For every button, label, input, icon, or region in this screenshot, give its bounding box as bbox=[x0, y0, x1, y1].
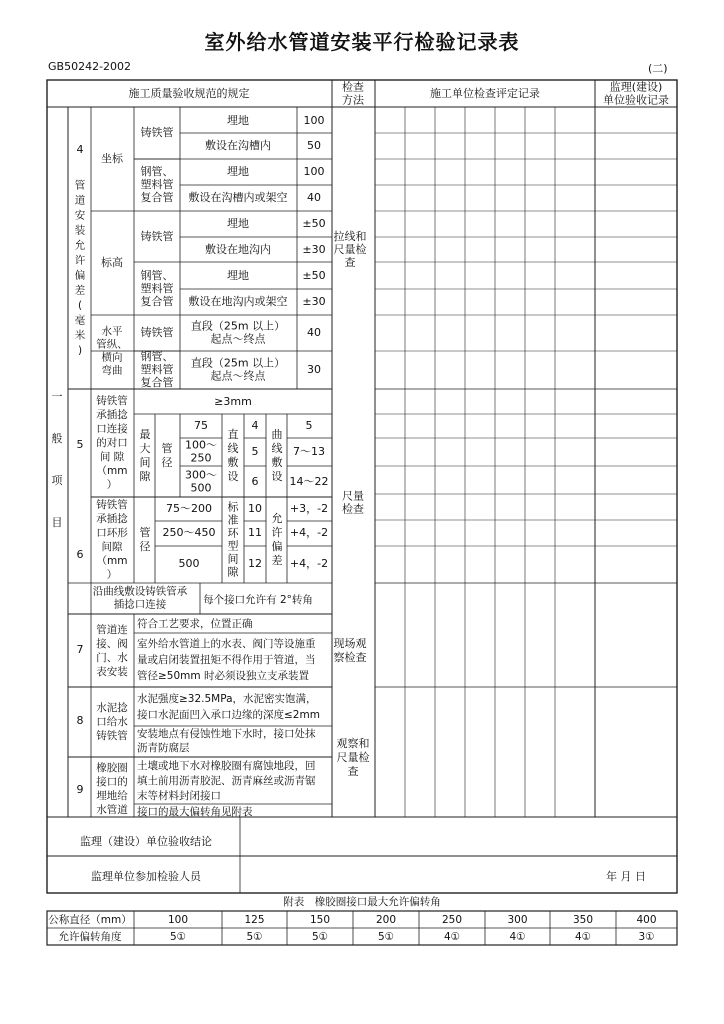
item5-diameter: 500 bbox=[190, 481, 212, 495]
appendix-angle: 3① bbox=[638, 931, 655, 943]
item5-curve: 敷 bbox=[271, 456, 283, 469]
item4-segment-2: 起点～终点 bbox=[210, 369, 266, 383]
item5-max-gap: 隙 bbox=[139, 470, 151, 483]
item6-std-value: 11 bbox=[248, 526, 262, 539]
item8-method: 观察和 bbox=[336, 737, 370, 750]
item4-cast-iron-2: 铸铁管 bbox=[140, 230, 174, 243]
header-spec: 施工质量验收规范的规定 bbox=[128, 87, 250, 100]
item8-label: 水泥捻 bbox=[96, 702, 128, 714]
item7-method: 察检查 bbox=[333, 651, 367, 664]
item4-method: 拉线和 bbox=[333, 230, 367, 243]
item4-label: 差 bbox=[74, 284, 86, 297]
item6-std-gap: 标 bbox=[227, 500, 239, 514]
date-label: 年 月 日 bbox=[606, 870, 646, 883]
item6-number: 6 bbox=[76, 548, 84, 561]
inspectors-label: 监理单位参加检验人员 bbox=[91, 870, 201, 883]
appendix-title: 附表 橡胶圈接口最大允许偏转角 bbox=[283, 896, 441, 908]
item4-value: 30 bbox=[307, 363, 321, 376]
item4-number: 4 bbox=[76, 143, 84, 156]
item5-straight: 直 bbox=[227, 428, 239, 441]
item7-rule2: 量或启闭装置扭矩不得作用于管道，当 bbox=[137, 654, 316, 666]
item6-curve-text: 插捻口连接 bbox=[113, 598, 167, 611]
appendix-angle: 5① bbox=[246, 931, 263, 943]
item9-number: 9 bbox=[76, 783, 84, 796]
item4-bend-label: 管纵、 bbox=[96, 338, 128, 351]
item5-number: 5 bbox=[76, 438, 84, 451]
item6-std-gap: 型 bbox=[227, 539, 239, 553]
item4-buried: 埋地 bbox=[227, 114, 249, 127]
item7-rule1: 符合工艺要求，位置正确 bbox=[137, 618, 253, 630]
item9-label: 接口的 bbox=[96, 776, 128, 788]
appendix-diameter: 350 bbox=[572, 914, 594, 926]
item6-allow: 允 bbox=[271, 512, 283, 525]
item4-composite-3: 复合管 bbox=[140, 376, 174, 389]
item4-value: 100 bbox=[303, 114, 325, 127]
standard-code: GB50242-2002 bbox=[48, 60, 132, 73]
item5-method: 尺量 bbox=[342, 489, 364, 503]
item4-label: ( bbox=[77, 299, 83, 312]
page-title: 室外给水管道安装平行检验记录表 bbox=[204, 30, 520, 54]
item5-label: （mm bbox=[96, 465, 128, 477]
appendix-angle: 4① bbox=[574, 931, 592, 943]
item5-label: 的对口 bbox=[96, 437, 128, 449]
item6-diameter-label: 径 bbox=[139, 540, 151, 553]
appendix-angle: 4① bbox=[509, 931, 526, 943]
header-supervisor: 监理(建设) bbox=[609, 80, 663, 94]
item4-trench: 敷设在沟槽内 bbox=[205, 139, 271, 152]
item4-label: 许 bbox=[74, 254, 86, 267]
item5-diameter: 300～ bbox=[185, 468, 217, 482]
item6-diameter: 500 bbox=[178, 557, 200, 570]
item4-composite: 塑料管 bbox=[140, 178, 174, 191]
item7-label: 管道连 bbox=[96, 624, 128, 636]
item5-diameter: 100～ bbox=[185, 438, 217, 452]
item4-composite-3: 塑料管 bbox=[140, 363, 174, 376]
item4-cast-iron: 铸铁管 bbox=[140, 126, 174, 139]
item5-max-gap: 间 bbox=[139, 456, 151, 469]
appendix-angle: 4① bbox=[443, 931, 461, 943]
item6-allow: 许 bbox=[271, 526, 283, 539]
item9-rule1: 填土前用沥青胶泥、沥青麻丝或沥青锯 bbox=[137, 775, 316, 787]
item4-value: 100 bbox=[303, 165, 325, 178]
appendix-angle: 5① bbox=[311, 931, 329, 943]
item5-min-gap: ≥3mm bbox=[214, 395, 252, 408]
item6-std-value: 12 bbox=[248, 557, 262, 570]
item4-method: 查 bbox=[344, 256, 356, 269]
item4-composite-2: 塑料管 bbox=[140, 282, 174, 295]
item5-straight: 线 bbox=[227, 442, 239, 455]
item8-rule2: 安装地点有侵蚀性地下水时，接口处抹 bbox=[137, 728, 316, 740]
appendix-diameter: 200 bbox=[375, 914, 397, 926]
item4-composite-2: 复合管 bbox=[140, 295, 174, 308]
item4-composite-3: 钢管、 bbox=[140, 350, 174, 363]
item5-diameter-label: 管 bbox=[161, 442, 173, 455]
item5-diameter: 250 bbox=[190, 451, 212, 465]
item4-elev: 标高 bbox=[101, 256, 123, 269]
item4-buried-2: 埋地 bbox=[227, 165, 249, 178]
item6-allow: 偏 bbox=[271, 540, 283, 553]
item6-allow-value: +3，-2 bbox=[289, 502, 329, 515]
appendix-diameter: 250 bbox=[441, 914, 463, 926]
item5-label: ） bbox=[106, 479, 118, 491]
item5-curve-value: 5 bbox=[305, 419, 313, 432]
item4-segment-2: 直段（25m 以上） bbox=[190, 356, 286, 370]
appendix-angle: 5① bbox=[169, 931, 187, 943]
item4-buried-3: 埋地 bbox=[227, 217, 249, 230]
header-method: 方法 bbox=[342, 93, 364, 107]
item9-rule1: 土壤或地下水对橡胶圈有腐蚀地段，回 bbox=[137, 760, 316, 772]
item6-std-gap: 环 bbox=[227, 526, 239, 540]
appendix-angle: 5① bbox=[377, 931, 395, 943]
item4-value: 50 bbox=[307, 139, 321, 152]
item8-rule2: 沥青防腐层 bbox=[137, 742, 190, 754]
item8-number: 8 bbox=[76, 714, 84, 727]
item5-straight-value: 5 bbox=[251, 445, 259, 458]
item4-bend-label: 水平 bbox=[101, 325, 123, 338]
item5-curve-value: 7～13 bbox=[293, 445, 325, 458]
item6-allow: 差 bbox=[271, 554, 283, 567]
item5-diameter-label: 径 bbox=[161, 456, 173, 469]
item4-cast-iron-3: 铸铁管 bbox=[140, 326, 174, 339]
item4-value: ±30 bbox=[302, 243, 326, 256]
item6-label: 铸铁管 bbox=[96, 499, 128, 511]
item4-value: ±50 bbox=[302, 217, 326, 230]
item7-label: 接、阀 bbox=[96, 638, 128, 650]
item4-bend-label: 横向 bbox=[101, 351, 123, 364]
item7-label: 表安装 bbox=[96, 666, 128, 678]
appendix-diameter: 100 bbox=[167, 914, 189, 926]
item4-bend-label: 弯曲 bbox=[101, 364, 123, 377]
item6-allow-value: +4，-2 bbox=[289, 526, 329, 539]
item4-segment: 起点～终点 bbox=[210, 332, 266, 346]
item4-label: 毫 bbox=[74, 314, 86, 327]
item4-composite: 复合管 bbox=[140, 191, 174, 204]
item9-label: 水管道 bbox=[96, 804, 128, 816]
appendix-row1-label: 公称直径（mm） bbox=[48, 914, 132, 926]
item5-straight-value: 4 bbox=[251, 419, 259, 432]
item4-composite-2: 钢管、 bbox=[140, 269, 174, 282]
item5-curve: 曲 bbox=[271, 428, 283, 441]
part-number: (二) bbox=[648, 62, 668, 75]
item4-label: 米 bbox=[74, 329, 86, 342]
item7-method: 现场观 bbox=[333, 637, 367, 650]
item8-label: 口给水 bbox=[96, 716, 128, 728]
item6-std-gap: 准 bbox=[227, 513, 239, 527]
item5-curve: 设 bbox=[271, 470, 283, 483]
item5-method: 检查 bbox=[342, 502, 364, 516]
item4-segment: 直段（25m 以上） bbox=[190, 319, 286, 333]
item4-value: 40 bbox=[307, 191, 321, 204]
category-general-label: 目 bbox=[51, 516, 63, 529]
item4-composite: 钢管、 bbox=[140, 165, 174, 178]
item4-label: 管 bbox=[74, 179, 86, 192]
appendix-diameter: 150 bbox=[309, 914, 331, 926]
item4-label: 安 bbox=[74, 209, 86, 222]
item5-label: 承插捻 bbox=[96, 409, 128, 421]
item4-label: 装 bbox=[74, 224, 86, 237]
item4-buried-4: 埋地 bbox=[227, 269, 249, 282]
item8-rule1: 接口水泥面凹入承口边缘的深度≤2mm bbox=[137, 709, 320, 721]
category-general-label: 项 bbox=[51, 474, 63, 487]
item4-method: 尺量检 bbox=[333, 243, 367, 256]
item4-underground-air: 敷设在地沟内或架空 bbox=[188, 295, 288, 308]
item6-diameter: 250～450 bbox=[162, 526, 216, 539]
item5-diameter: 75 bbox=[194, 419, 208, 432]
appendix-diameter: 300 bbox=[507, 914, 528, 926]
item9-rule2: 接口的最大偏转角见附表 bbox=[137, 806, 253, 818]
item9-rule1: 末等材料封闭接口 bbox=[137, 790, 221, 802]
category-general-label: 般 bbox=[51, 432, 63, 445]
item4-label: 允 bbox=[74, 239, 86, 252]
item7-rule2: 室外给水管道上的水表、阀门等设施重 bbox=[137, 638, 316, 650]
item5-curve-value: 14～22 bbox=[289, 475, 329, 488]
item4-label: 道 bbox=[74, 194, 86, 207]
item8-label: 铸铁管 bbox=[96, 730, 128, 742]
header-record: 施工单位检查评定记录 bbox=[430, 87, 540, 100]
item6-label: （mm bbox=[96, 555, 128, 567]
item4-value: 40 bbox=[307, 326, 321, 339]
item4-label: ) bbox=[77, 344, 83, 357]
item6-std-value: 10 bbox=[248, 502, 262, 515]
item6-diameter-label: 管 bbox=[139, 526, 151, 539]
appendix-diameter: 400 bbox=[636, 914, 657, 926]
item9-label: 埋地给 bbox=[96, 790, 128, 802]
item6-label: 承插捻 bbox=[96, 513, 128, 525]
header-method: 检查 bbox=[342, 80, 364, 94]
appendix-diameter: 125 bbox=[244, 914, 265, 926]
item5-straight: 敷 bbox=[227, 456, 239, 469]
item5-max-gap: 最 bbox=[139, 428, 151, 441]
appendix-row2-label: 允许偏转角度 bbox=[58, 931, 122, 943]
item6-label: 口环形 bbox=[96, 527, 128, 539]
conclusion-label: 监理（建设）单位验收结论 bbox=[80, 835, 212, 848]
item4-value: ±30 bbox=[302, 295, 326, 308]
item5-label: 间 隙 bbox=[99, 451, 125, 463]
item6-curve-rule: 每个接口允许有 2°转角 bbox=[203, 594, 313, 606]
item5-label: 口连接 bbox=[96, 423, 128, 435]
item5-straight-value: 6 bbox=[251, 475, 259, 488]
item5-label: 铸铁管 bbox=[96, 395, 128, 407]
item6-allow-value: +4，-2 bbox=[289, 557, 329, 570]
item7-label: 门、水 bbox=[96, 652, 128, 664]
item8-rule1: 水泥强度≥32.5MPa，水泥密实饱满， bbox=[137, 693, 317, 705]
item4-underground: 敷设在地沟内 bbox=[205, 243, 271, 256]
item5-curve: 线 bbox=[271, 442, 283, 455]
category-general-label: 一 bbox=[51, 390, 63, 403]
item5-straight: 设 bbox=[227, 470, 239, 483]
header-supervisor: 单位验收记录 bbox=[603, 93, 669, 107]
item4-coord: 坐标 bbox=[101, 152, 123, 165]
item4-label: 偏 bbox=[74, 269, 86, 282]
item8-method: 尺量检 bbox=[336, 751, 370, 764]
item6-label: 间隙 bbox=[101, 541, 123, 553]
item7-rule2: 管径≥50mm 时必须设独立支承装置 bbox=[137, 670, 309, 682]
item6-label: ） bbox=[106, 569, 118, 581]
item4-trench-air: 敷设在沟槽内或架空 bbox=[188, 191, 288, 204]
item9-label: 橡胶圈 bbox=[96, 762, 128, 774]
item6-std-gap: 隙 bbox=[227, 565, 239, 579]
item8-method: 查 bbox=[347, 765, 359, 778]
item6-std-gap: 间 bbox=[227, 552, 239, 566]
item6-curve-text: 沿曲线敷设铸铁管承 bbox=[92, 585, 188, 598]
item5-max-gap: 大 bbox=[139, 442, 151, 455]
item6-diameter: 75～200 bbox=[166, 502, 212, 515]
item4-value: ±50 bbox=[302, 269, 326, 282]
item7-number: 7 bbox=[76, 643, 84, 656]
